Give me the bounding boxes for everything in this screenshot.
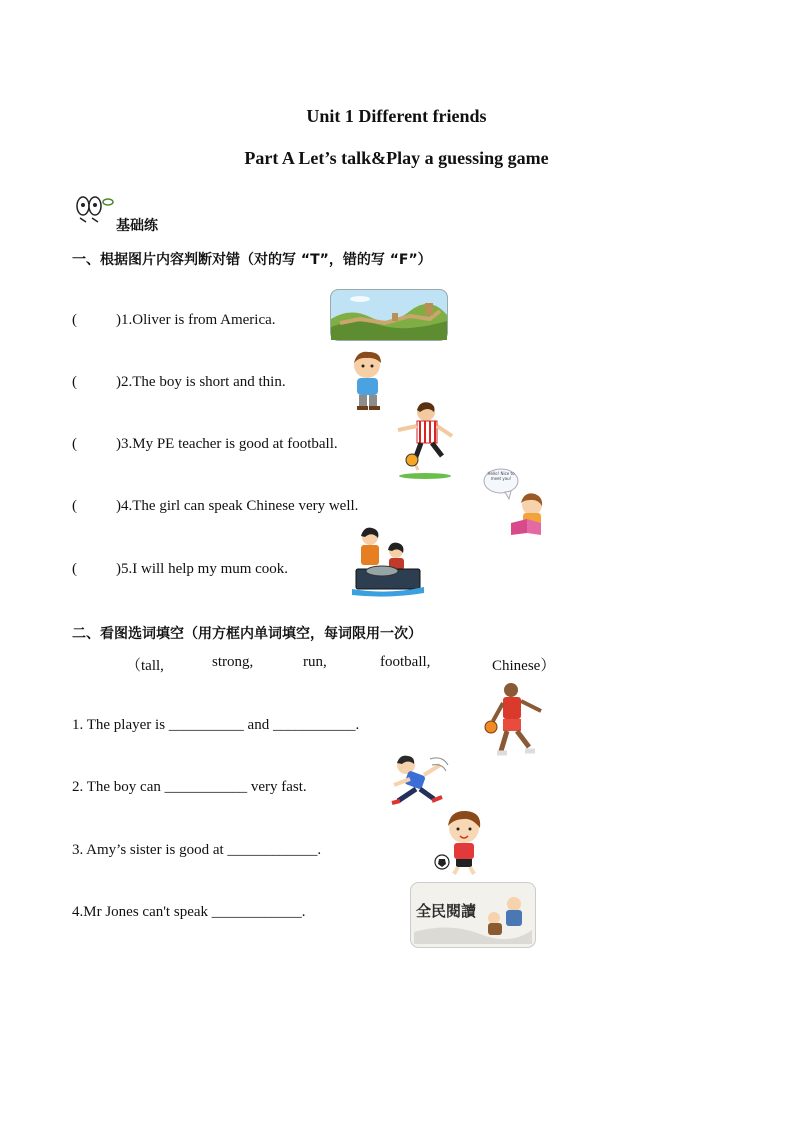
girl-football-image — [430, 806, 496, 878]
fill-item-4: 4.Mr Jones can't speak ____________. — [72, 904, 306, 920]
word-bank-item-4: football, — [380, 654, 431, 670]
section2-heading: 二、看图选词填空（用方框内单词填空，每词限用一次） — [72, 626, 422, 642]
word-bank-item-1: （tall, — [126, 658, 164, 674]
tf-item-3: )3.My PE teacher is good at football. — [116, 436, 338, 452]
poster-title: 全民閱讀 — [416, 902, 477, 920]
speech-bubble-text: Hello! Nice to meet you! — [487, 471, 515, 481]
basics-icon — [74, 194, 114, 224]
cooking-image — [350, 525, 426, 597]
tf-item-2: )2.The boy is short and thin. — [116, 374, 286, 390]
tf-item-5: )5.I will help my mum cook. — [116, 561, 289, 577]
page-subtitle: Part A Let’s talk&Play a guessing game — [244, 148, 549, 168]
basics-label: 基础练 — [116, 218, 158, 234]
tf-item-1: )1.Oliver is from America. — [116, 312, 276, 328]
section1-heading: 一、根据图片内容判断对错（对的写 “T”，错的写 “F”） — [72, 252, 432, 268]
word-bank-item-2: strong, — [212, 654, 254, 670]
answer-paren-3: ( — [72, 436, 77, 452]
answer-paren-4: ( — [72, 498, 77, 514]
word-bank-item-5: Chinese） — [492, 658, 556, 674]
tf-item-4: )4.The girl can speak Chinese very well. — [116, 498, 359, 514]
great-wall-image — [330, 289, 448, 341]
fill-item-2: 2. The boy can ___________ very fast. — [72, 779, 307, 795]
fill-item-1: 1. The player is __________ and ___________. — [72, 717, 360, 733]
answer-paren-2: ( — [72, 374, 77, 390]
answer-paren-5: ( — [72, 561, 77, 577]
running-boy-image — [386, 751, 452, 811]
basketball-player-image — [483, 681, 549, 763]
boy-image — [345, 349, 390, 411]
football-player-image — [390, 400, 460, 480]
word-bank-item-3: run, — [303, 654, 327, 670]
answer-paren-1: ( — [72, 312, 77, 328]
page-title: Unit 1 Different friends — [306, 106, 487, 126]
fill-item-3: 3. Amy’s sister is good at ____________. — [72, 842, 322, 858]
